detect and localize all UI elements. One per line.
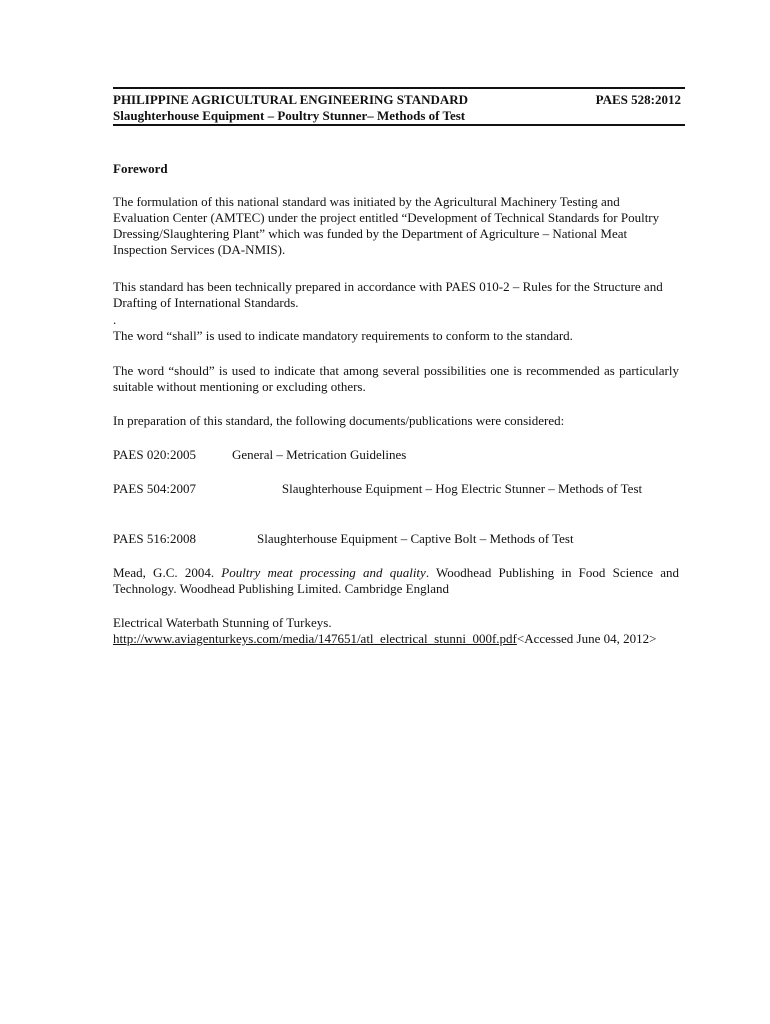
reference-code: PAES 516:2008	[113, 531, 196, 546]
mead-reference	[113, 565, 679, 597]
document-page	[113, 0, 685, 1024]
foreword-paragraph-4: The word “should” is used to indicate that among several possibilities one is recommended as particularly suitable without mentioning or excluding others.	[113, 363, 679, 394]
reference-title: General – Metrication Guidelines	[232, 447, 407, 462]
foreword-paragraph-3: The word “shall” is used to indicate mandatory requirements to conform to the standard.	[113, 328, 573, 343]
reference-title: Slaughterhouse Equipment – Captive Bolt – Methods of Test	[257, 531, 574, 546]
foreword-paragraph-1: The formulation of this national standard was initiated by the Agricultural Machinery Testing and Evaluation Center (AMTEC) under the project entitled “Development of Technical Standards for Poultry Dressing/Slaughtering Plant” which was funded by the Department of Agriculture – National Meat Inspection Services (DA-NMIS).	[113, 194, 660, 257]
mead-publisher: . Woodhead Publishing in Food Science and Technology. Woodhead Publishing Limited. Cambridge England	[113, 565, 679, 596]
mead-book-title: Poultry meat processing and quality	[221, 565, 426, 580]
foreword-paragraph-5: In preparation of this standard, the following documents/publications were considered:	[113, 413, 565, 428]
web-reference-title: Electrical Waterbath Stunning of Turkeys.	[113, 615, 332, 630]
web-reference-link[interactable]: http://www.aviagenturkeys.com/media/147651/atl_electrical_stunni_000f.pdf	[113, 631, 517, 646]
header-top-rule	[113, 87, 685, 89]
standard-title: PHILIPPINE AGRICULTURAL ENGINEERING STANDARD	[113, 92, 469, 107]
standard-code: PAES 528:2012	[595, 92, 681, 107]
stray-dot: .	[113, 312, 117, 327]
web-reference	[113, 615, 679, 647]
reference-code: PAES 504:2007	[113, 481, 196, 496]
foreword-paragraph-2: This standard has been technically prepared in accordance with PAES 010-2 – Rules for the Structure and Drafting of International Standards.	[113, 279, 663, 310]
reference-item	[113, 447, 679, 463]
reference-item	[113, 481, 679, 513]
mead-author: Mead, G.C. 2004.	[113, 565, 222, 580]
reference-code: PAES 020:2005	[113, 447, 196, 462]
reference-title: Slaughterhouse Equipment – Hog Electric Stunner – Methods of Test	[281, 481, 643, 496]
header-bottom-rule	[113, 124, 685, 126]
web-reference-accessed: <Accessed June 04, 2012>	[516, 631, 657, 646]
foreword-heading: Foreword	[113, 161, 168, 176]
reference-item	[113, 531, 679, 547]
standard-subtitle: Slaughterhouse Equipment – Poultry Stunner– Methods of Test	[113, 108, 466, 123]
